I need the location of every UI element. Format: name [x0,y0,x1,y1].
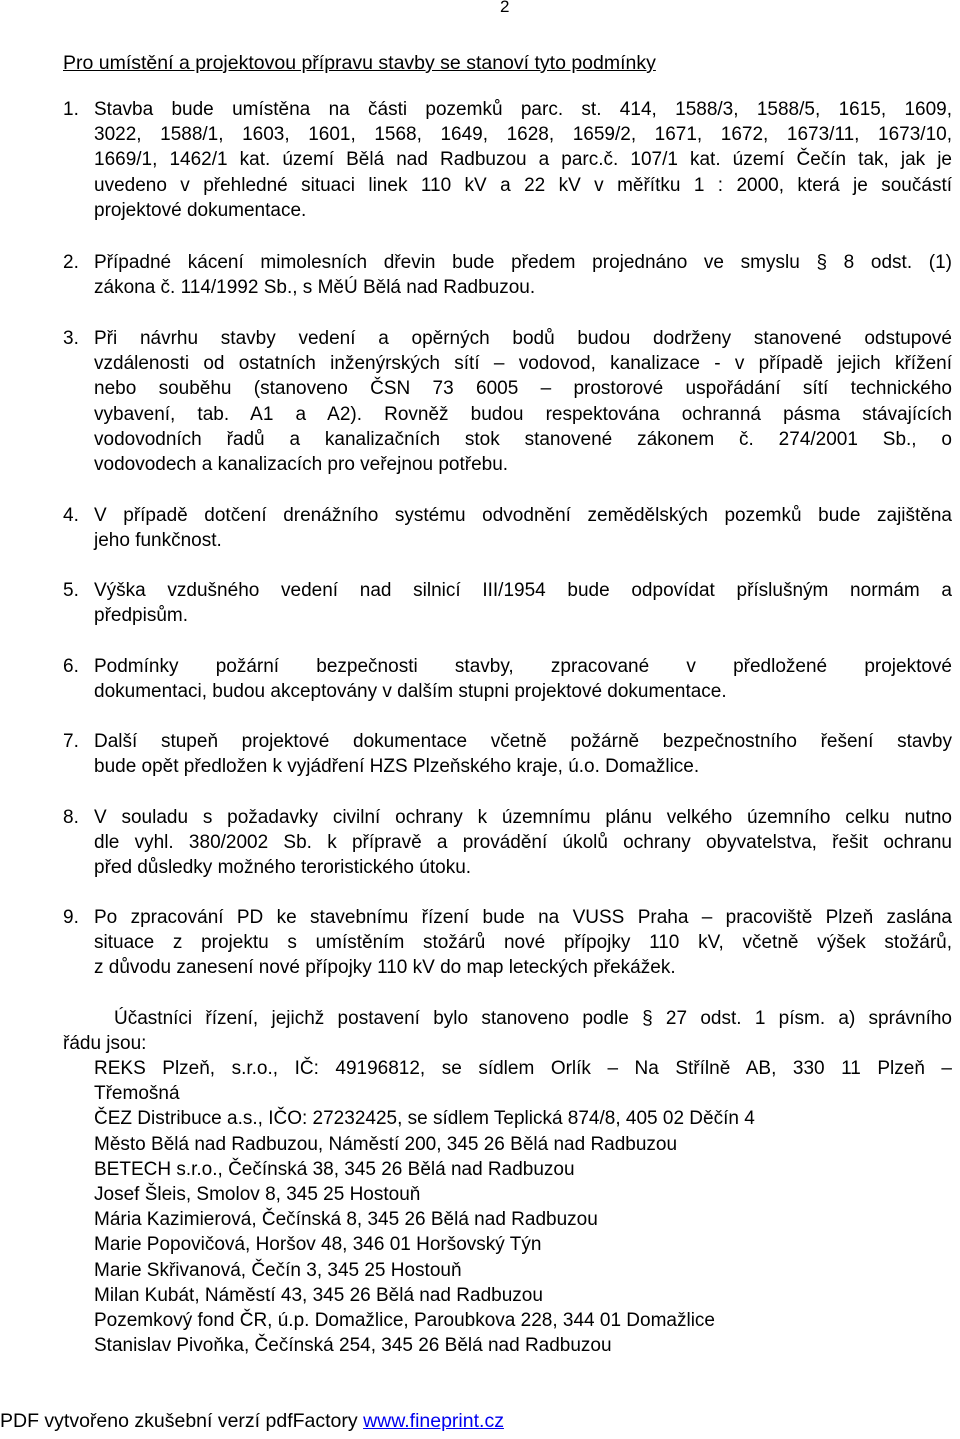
footer-link[interactable]: www.fineprint.cz [363,1410,504,1432]
item-text-line: bude opět předložen k vyjádření HZS Plzeňského kraje, ú.o. Domažlice. [94,756,700,778]
condition-item-1 [63,97,952,223]
item-text-line: Podmínky požární bezpečnosti stavby, zpracované v předložené projektové [94,656,952,677]
condition-item-7 [63,729,952,779]
item-text-line: projektové dokumentace. [94,199,307,221]
item-number: 9. [63,907,79,928]
participant-entry: Josef Šleis, Smolov 8, 345 25 Hostouň [94,1184,421,1206]
page-number: 2 [500,0,510,16]
item-text-line: Stavba bude umístěna na části pozemků parc. st. 414, 1588/3, 1588/5, 1615, 1609, [94,99,952,120]
participant-entry: Milan Kubát, Náměstí 43, 345 26 Bělá nad Radbuzou [94,1284,543,1306]
item-number: 5. [63,580,79,601]
participants-intro-line: řádu jsou: [63,1033,147,1055]
item-number: 8. [63,807,79,828]
participants-intro [63,1006,952,1056]
item-text-line: předpisům. [94,605,188,627]
participant-entry: ČEZ Distribuce a.s., IČO: 27232425, se sídlem Teplická 874/8, 405 02 Děčín 4 [94,1108,755,1130]
item-text-line: vybavení, tab. A1 a A2). Rovněž budou respektována ochranná pásma stávajících [94,403,952,425]
participant-entry: Pozemkový fond ČR, ú.p. Domažlice, Paroubkova 228, 344 01 Domažlice [94,1310,715,1332]
condition-item-2 [63,250,952,300]
item-text-line: vodovodních řadů a kanalizačních stok stanovené zákonem č. 274/2001 Sb., o [94,428,952,450]
participant-entry: Třemošná [94,1083,180,1105]
item-text-line: dle vyhl. 380/2002 Sb. k přípravě a provádění úkolů ochrany obyvatelstva, řešit ochranu [94,832,952,854]
participants-list [94,1056,952,1358]
item-text-line: nebo souběhu (stanoveno ČSN 73 6005 – prostorové uspořádání sítí technického [94,378,952,400]
participant-entry: Marie Skřivanová, Čečín 3, 345 25 Hostouň [94,1259,462,1281]
conditions-heading: Pro umístění a projektovou přípravu stavby se stanoví tyto podmínky [63,52,656,74]
item-number: 1. [63,99,79,120]
item-number: 7. [63,731,79,752]
item-text-line: Po zpracování PD ke stavebnímu řízení bude na VUSS Praha – pracoviště Plzeň zaslána [94,907,952,928]
item-text-line: Výška vzdušného vedení nad silnicí III/1954 bude odpovídat příslušným normám a [94,580,952,601]
condition-item-8 [63,805,952,881]
participants-intro-line: Účastníci řízení, jejichž postavení bylo stanoveno podle § 27 odst. 1 písm. a) správního [114,1008,952,1029]
item-text-line: dokumentaci, budou akceptovány v dalším stupni projektové dokumentace. [94,681,727,703]
condition-item-5 [63,578,952,628]
item-number: 6. [63,656,79,677]
item-text-line: V souladu s požadavky civilní ochrany k územnímu plánu velkého územního celku nutno [94,807,952,828]
participant-entry: Město Bělá nad Radbuzou, Náměstí 200, 345 26 Bělá nad Radbuzou [94,1133,678,1155]
item-text-line: před důsledky možného teroristického útoku. [94,857,472,879]
item-number: 4. [63,505,79,526]
item-text-line: 1669/1, 1462/1 kat. území Bělá nad Radbuzou a parc.č. 107/1 kat. území Čečín tak, jak je [94,149,952,171]
pdf-footer [0,1410,504,1433]
item-text-line: Případné kácení mimolesních dřevin bude předem projednáno ve smyslu § 8 odst. (1) [94,252,952,273]
condition-item-3 [63,326,952,477]
item-number: 3. [63,328,79,349]
condition-item-4 [63,503,952,553]
item-text-line: z důvodu zanesení nové přípojky 110 kV do map leteckých překážek. [94,957,676,979]
item-text-line: 3022, 1588/1, 1603, 1601, 1568, 1649, 1628, 1659/2, 1671, 1672, 1673/11, 1673/10, [94,124,952,146]
item-text-line: vodovodech a kanalizacích pro veřejnou potřebu. [94,454,509,476]
participant-entry: REKS Plzeň, s.r.o., IČ: 49196812, se sídlem Orlík – Na Střílně AB, 330 11 Plzeň – [94,1058,952,1079]
participant-entry: Mária Kazimierová, Čečínská 8, 345 26 Bělá nad Radbuzou [94,1209,598,1231]
item-text-line: uvedeno v přehledné situaci linek 110 kV a 22 kV v měřítku 1 : 2000, která je součástí [94,174,952,196]
item-text-line: vzdálenosti od ostatních inženýrských sítí – vodovod, kanalizace - v případě jejich křížení [94,353,952,375]
item-text-line: jeho funkčnost. [94,530,222,552]
participant-entry: Stanislav Pivoňka, Čečínská 254, 345 26 Bělá nad Radbuzou [94,1335,612,1357]
condition-item-9 [63,905,952,981]
footer-text: PDF vytvořeno zkušební verzí pdfFactory [0,1410,364,1432]
participant-entry: Marie Popovičová, Horšov 48, 346 01 Horšovský Týn [94,1234,542,1256]
item-text-line: situace z projektu s umístěním stožárů nové přípojky 110 kV, včetně výšek stožárů, [94,932,952,954]
item-text-line: zákona č. 114/1992 Sb., s MěÚ Bělá nad Radbuzou. [94,277,536,299]
item-number: 2. [63,252,79,273]
item-text-line: V případě dotčení drenážního systému odvodnění zemědělských pozemků bude zajištěna [94,505,952,526]
item-text-line: Další stupeň projektové dokumentace včetně požárně bezpečnostního řešení stavby [94,731,952,752]
participant-entry: BETECH s.r.o., Čečínská 38, 345 26 Bělá nad Radbuzou [94,1158,575,1180]
condition-item-6 [63,654,952,704]
item-text-line: Při návrhu stavby vedení a opěrných bodů budou dodrženy stanovené odstupové [94,328,952,349]
